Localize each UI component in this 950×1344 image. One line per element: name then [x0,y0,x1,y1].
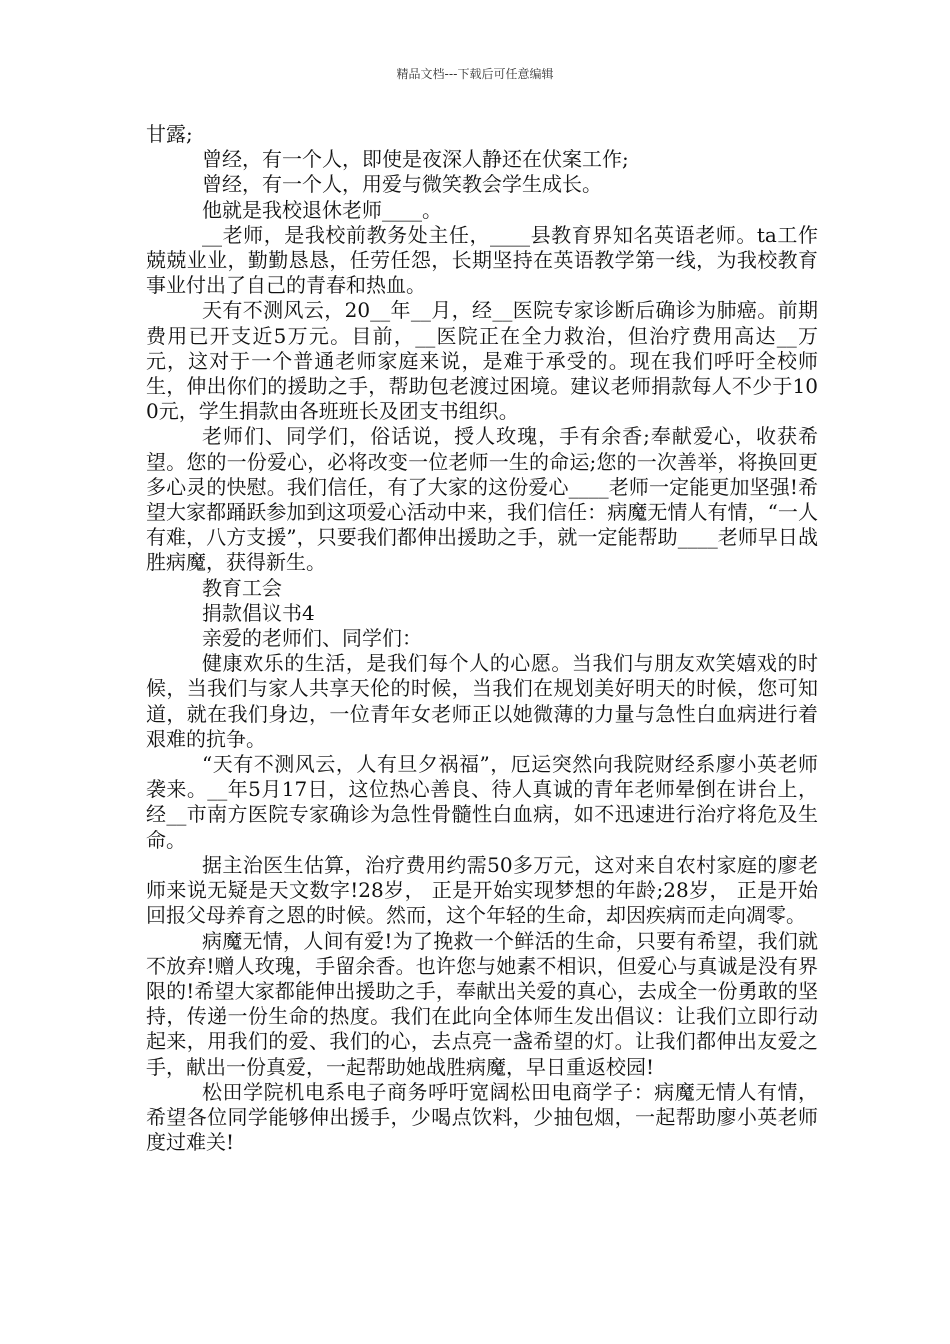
paragraph-9-heading: 捐款倡议书4 [202,600,315,625]
paragraph-2: 曾经，有一个人，即使是夜深人静还在伏案工作; [202,147,629,172]
paragraph-15: 松田学院机电系电子商务呼吁宽阔松田电商学子：病魔无情人有情，希望各位同学能够伸出援手，少喝点饮料，少抽包烟，一起帮助廖小英老师度过难关! [146,1079,818,1155]
paragraph-10: 亲爱的老师们、同学们： [202,626,422,651]
paragraph-12: “天有不测风云，人有旦夕祸福”，厄运突然向我院财经系廖小英老师袭来。__年5月17日，这位热心善良、待人真诚的青年老师晕倒在讲台上，经__市南方医院专家确诊为急性骨髓性白血病，如不迅速进行治疗将危及生命。 [146,752,818,852]
paragraph-4: 他就是我校退休老师____。 [202,197,442,222]
paragraph-13: 据主治医生估算，治疗费用约需50多万元，这对来自农村家庭的廖老师来说无疑是天文数字!28岁， 正是开始实现梦想的年龄;28岁， 正是开始回报父母养育之恩的时候。然而，这个年轻的生命，却因疾病而走向凋零。 [146,852,818,928]
page-header: 精品文档---下载后可任意编辑 [396,67,554,81]
paragraph-6: 天有不测风云，20__年__月，经__医院专家诊断后确诊为肺癌。前期费用已开支近5万元。目前，__医院正在全力救治，但治疗费用高达__万元，这对于一个普通老师家庭来说，是难于承受的。现在我们呼吁全校师生，伸出你们的援助之手，帮助包老渡过困境。建议老师捐款每人不少于100元，学生捐款由各班班长及团支书组织。 [146,298,818,424]
paragraph-7: 老师们、同学们，俗话说，授人玫瑰，手有余香;奉献爱心，收获希望。您的一份爱心，必将改变一位老师一生的命运;您的一次善举，将换回更多心灵的快慰。我们信任，有了大家的这份爱心____老师一定能更加坚强!希望大家都踊跃参加到这项爱心活动中来，我们信任：病魔无情人有情，“一人有难，八方支援”，只要我们都伸出援助之手，就一定能帮助____老师早日战胜病魔，获得新生。 [146,424,818,575]
paragraph-8: 教育工会 [202,575,282,600]
paragraph-5: __老师，是我校前教务处主任，____县教育界知名英语老师。ta工作兢兢业业，勤勤恳恳，任劳任怨，长期坚持在英语教学第一线，为我校教育事业付出了自己的青春和热血。 [146,222,818,298]
paragraph-1: 甘露; [146,122,193,146]
paragraph-11: 健康欢乐的生活，是我们每个人的心愿。当我们与朋友欢笑嬉戏的时候，当我们与家人共享天伦的时候，当我们在规划美好明天的时候，您可知道，就在我们身边，一位青年女老师正以她微薄的力量与急性白血病进行着艰难的抗争。 [146,651,818,751]
paragraph-14: 病魔无情，人间有爱!为了挽救一个鲜活的生命，只要有希望，我们就不放弃!赠人玫瑰，手留余香。也许您与她素不相识，但爱心与真诚是没有界限的!希望大家都能伸出援助之手，奉献出关爱的真心，去成全一份勇敢的坚持，传递一份生命的热度。我们在此向全体师生发出倡议：让我们立即行动起来，用我们的爱、我们的心，去点亮一盏希望的灯。让我们都伸出友爱之手，献出一份真爱，一起帮助她战胜病魔，早日重返校园! [146,928,818,1079]
paragraph-3: 曾经，有一个人，用爱与微笑教会学生成长。 [202,172,602,197]
document-body [146,122,818,1155]
